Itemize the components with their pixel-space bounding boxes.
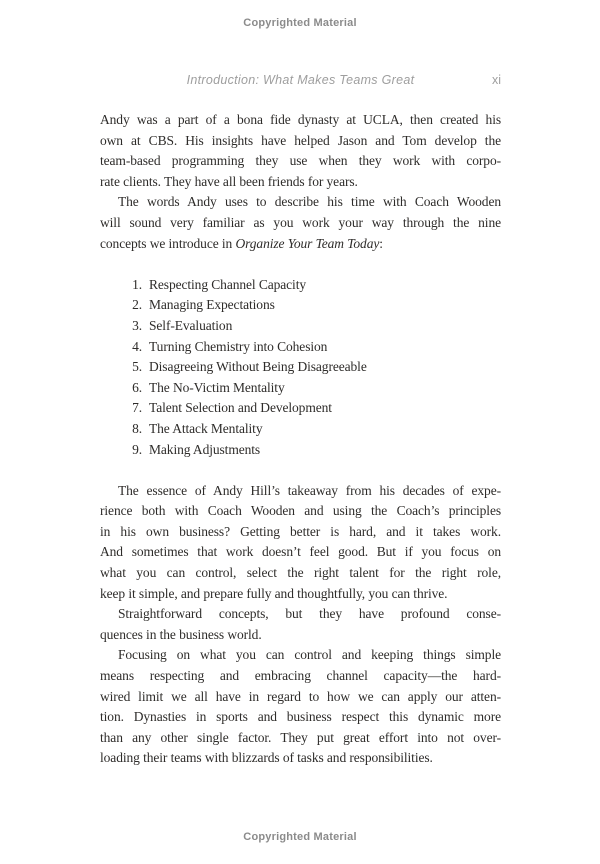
list-item-text: The Attack Mentality: [149, 420, 263, 436]
list-item-text: Respecting Channel Capacity: [149, 276, 307, 292]
list-item-number: 2.: [132, 297, 142, 313]
list-item-number: 4.: [132, 338, 142, 354]
text-line: rate clients. They have all been friends for years.: [100, 173, 358, 189]
page-body: [100, 110, 501, 769]
list-item-text: The No-Victim Mentality: [149, 379, 285, 395]
text-line: wired limit we all have in regard to how we can apply our atten-: [100, 688, 501, 704]
list-item: [125, 440, 501, 461]
text-line: what you can control, select the right talent for the right role,: [100, 565, 501, 581]
list-item: [125, 337, 501, 358]
list-item-text: Self-Evaluation: [149, 317, 233, 333]
text-line: Focusing on what you can control and keeping things simple: [118, 647, 501, 663]
list-item-text: Managing Expectations: [149, 297, 275, 313]
paragraph: [100, 604, 501, 645]
list-item-text: Making Adjustments: [149, 441, 261, 457]
list-item-text: Talent Selection and Development: [149, 400, 332, 416]
paragraph-spacer: [100, 460, 501, 481]
list-item: [125, 316, 501, 337]
text-line: own at CBS. His insights have helped Jason and Tom develop the: [100, 132, 501, 148]
list-item-text: Disagreeing Without Being Disagreeable: [149, 359, 367, 375]
list-item-text: Turning Chemistry into Cohesion: [149, 338, 328, 354]
text-line: than any other single factor. They put great effort into not over-: [100, 729, 501, 745]
running-header: [100, 73, 501, 87]
text-line: tion. Dynasties in sports and business respect this dynamic more: [100, 709, 501, 725]
text-line: Straightforward concepts, but they have profound conse-: [118, 606, 501, 622]
text-line: loading their teams with blizzards of tasks and responsibilities.: [100, 750, 433, 766]
list-item-number: 8.: [132, 420, 142, 436]
text-line: And sometimes that work doesn’t feel good. But if you focus on: [100, 544, 501, 560]
text-line: Andy was a part of a bona fide dynasty at UCLA, then created his: [100, 112, 501, 127]
text-line: team-based programming they use when they work with corpo-: [100, 153, 501, 169]
list-item: [125, 398, 501, 419]
list-item: [125, 378, 501, 399]
list-item-number: 7.: [132, 400, 142, 416]
list-item: [125, 357, 501, 378]
copyright-notice-top: Copyrighted Material: [243, 17, 357, 29]
text-line: keep it simple, and prepare fully and thoughtfully, you can thrive.: [100, 585, 448, 601]
paragraph: [100, 192, 501, 254]
concept-list: [125, 275, 501, 460]
paragraph: [100, 645, 501, 769]
running-title: Introduction: What Makes Teams Great: [186, 73, 415, 87]
list-item-number: 3.: [132, 317, 142, 333]
text-line: rience both with Coach Wooden and using the Coach’s principles: [100, 503, 501, 519]
text-line: means respecting and embracing channel capacity—the hard-: [100, 668, 501, 684]
paragraph: [100, 110, 501, 192]
copyright-notice-bottom: Copyrighted Material: [243, 831, 357, 843]
book-title-italic: Organize Your Team Today: [235, 235, 380, 251]
text-line: concepts we introduce in Organize Your Team Today:: [100, 235, 383, 251]
list-item-number: 1.: [132, 276, 142, 292]
text-line: will sound very familiar as you work your way through the nine: [100, 214, 501, 230]
paragraph: [100, 481, 501, 605]
list-item: [125, 275, 501, 296]
list-item-number: 9.: [132, 441, 142, 457]
list-item-number: 5.: [132, 359, 142, 375]
text-line: in his own business? Getting better is hard, and it takes work.: [100, 523, 501, 539]
text-line: The words Andy uses to describe his time with Coach Wooden: [118, 194, 501, 210]
text-line: The essence of Andy Hill’s takeaway from his decades of expe-: [118, 482, 501, 498]
paragraph-spacer: [100, 254, 501, 275]
text-line: quences in the business world.: [100, 626, 262, 642]
page-number: xi: [491, 73, 501, 87]
list-item: [125, 295, 501, 316]
list-item-number: 6.: [132, 379, 142, 395]
list-item: [125, 419, 501, 440]
